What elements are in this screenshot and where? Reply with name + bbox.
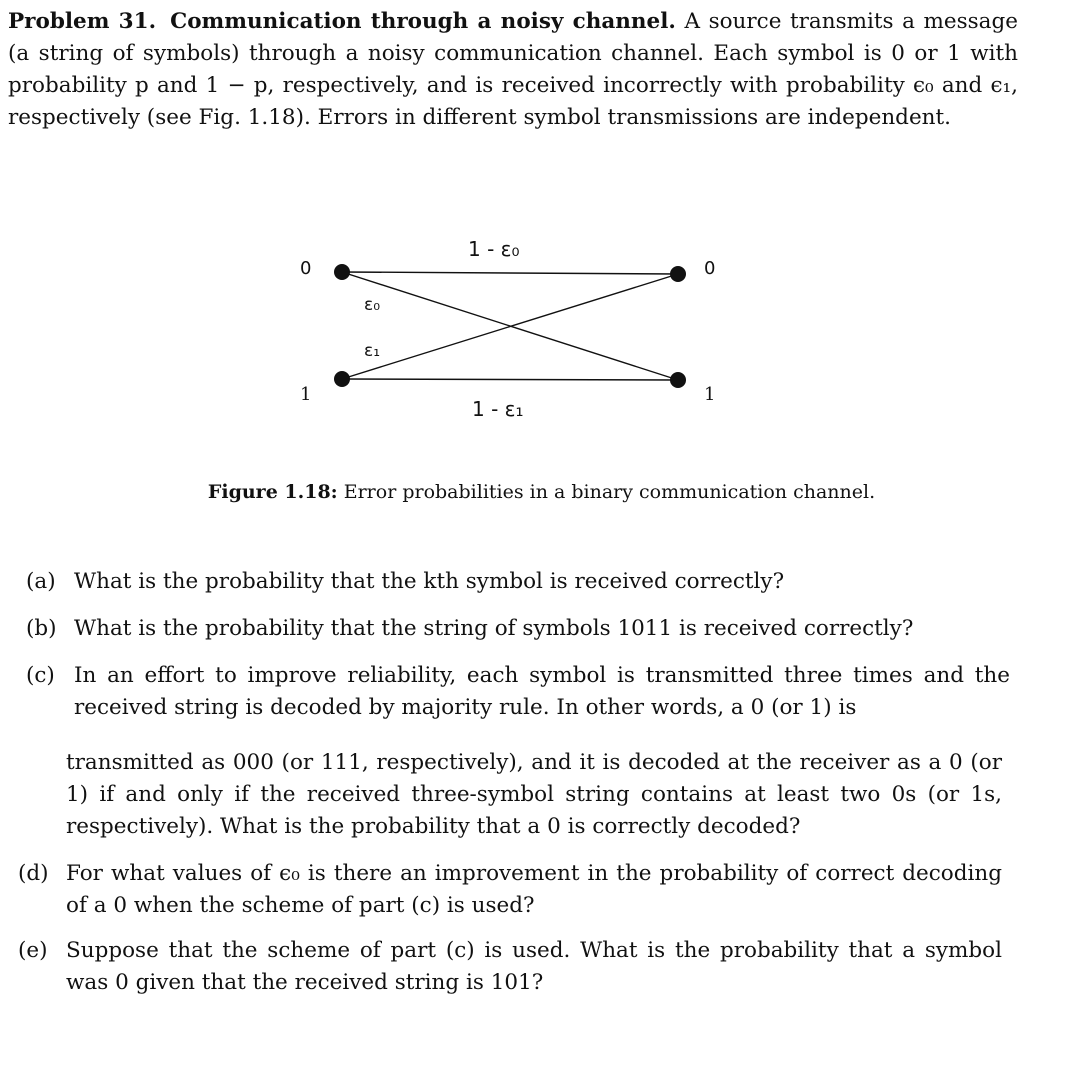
label-cross-up: ε₁ [364,341,381,361]
label-input-1: 1 [300,384,312,405]
part-b [26,613,1024,645]
part-c [26,660,1010,724]
node-input-1 [334,371,350,387]
part-label: (d) [18,861,49,886]
part-d [18,858,1002,922]
edge-1-to-1 [342,379,678,380]
node-input-0 [334,264,350,280]
part-e [18,935,1002,999]
problem-title: Communication through a noisy channel. [170,9,676,34]
caption-text: Error probabilities in a binary communication channel. [343,481,876,503]
part-a [26,566,1024,598]
label-bottom-edge: 1 - ε₁ [472,397,524,421]
part-text: What is the probability that the string of symbols 1011 is received correctly? [74,616,914,641]
part-text: Suppose that the scheme of part (c) is used. What is the probability that a symbol was 0 given that the received string is 101? [66,938,1002,995]
node-output-1 [670,372,686,388]
caption-label: Figure 1.18: [207,481,338,503]
edge-0-to-0 [342,272,678,274]
part-c-continued [66,747,1002,843]
part-text: What is the probability that the kth symbol is received correctly? [74,569,785,594]
part-text: For what values of ϵ₀ is there an improvement in the probability of correct decoding of a 0 when the scheme of part (c) is used? [66,861,1002,918]
label-input-0: 0 [300,258,312,279]
problem-number: Problem 31. [8,9,157,34]
part-label: (a) [26,569,56,594]
channel-diagram [280,230,740,430]
part-text: transmitted as 000 (or 111, respectively), and it is decoded at the receiver as a 0 (or 1) if and only if the received three-symbol string contains at least two 0s (or 1s, respectively). What is the probability that a 0 is correctly decoded? [66,750,1002,839]
part-label: (c) [26,663,55,688]
part-label: (b) [26,616,57,641]
part-label: (e) [18,938,48,963]
label-cross-down: ε₀ [364,295,381,315]
figure-caption [0,481,1083,503]
problem-statement [8,6,1018,134]
label-output-1: 1 [704,384,716,405]
problem-intro: A source transmits a message (a string of symbols) through a noisy communication channel. Each symbol is 0 or 1 with probability p and 1 − p, respectively, and is received incorrectly with probability ϵ₀ and ϵ₁, respectively (see Fig. 1.18). Errors in different symbol transmissions are independent. [8,9,1018,130]
label-output-0: 0 [704,258,716,279]
label-top-edge: 1 - ε₀ [468,237,520,261]
node-output-0 [670,266,686,282]
part-text: In an effort to improve reliability, each symbol is transmitted three times and the received string is decoded by majority rule. In other words, a 0 (or 1) is [74,663,1010,720]
